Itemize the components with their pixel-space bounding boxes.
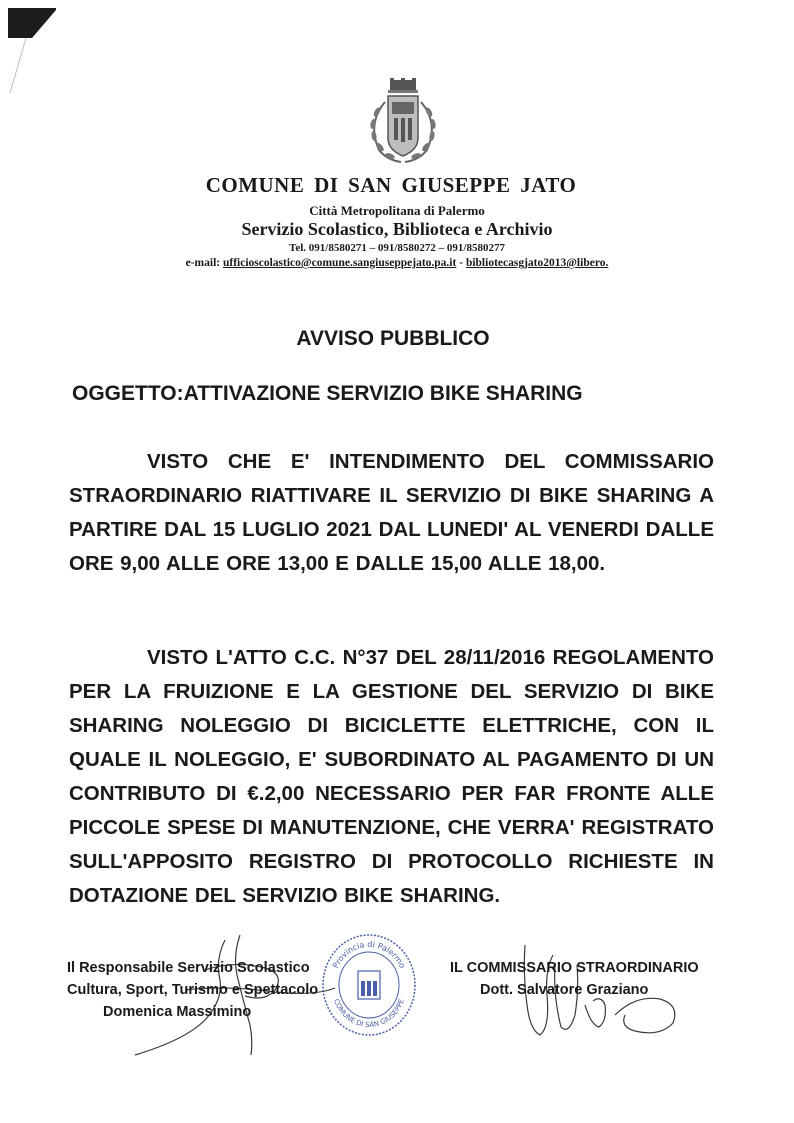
signature-right-role: IL COMMISSARIO STRAORDINARIO [450,960,699,976]
email-link-secondary[interactable]: bibliotecasgjato2013@libero. [465,257,609,269]
service-name: Servizio Scolastico, Biblioteca e Archivio [241,219,553,239]
notice-title: AVVISO PUBBLICO [296,327,490,350]
signature-block-right [450,957,750,1001]
email-separator: - [456,257,466,269]
notice-paragraph-2: VISTO L'ATTO C.C. N°37 DEL 28/11/2016 REGOLAMENTO PER LA FRUIZIONE E LA GESTIONE DEL SERVIZIO DI BIKE SHARING NOLEGGIO DI BICICLETTE ELETTRICHE, CON IL QUALE IL NOLEGGIO, E' SUBORDINATO AL PAGAMENTO DI UN CONTRIBUTO DI €.2,00 NECESSARIO PER FAR FRONTE ALLE PICCOLE SPESE DI MANUTENZIONE, CHE VERRA' REGISTRATO SULL'APPOSITO REGISTRO DI PROTOCOLLO RICHIESTE IN DOTAZIONE DEL SERVIZIO BIKE SHARING. [69,646,714,907]
signature-left-role: Il Responsabile Servizio Scolastico [67,960,310,976]
notice-subject: OGGETTO:ATTIVAZIONE SERVIZIO BIKE SHARING [72,382,583,405]
scan-edge-line [6,38,46,98]
signature-left-department: Cultura, Sport, Turismo e Spettacolo [67,982,319,998]
email-label: e-mail: [185,257,221,269]
municipality-subtitle: Città Metropolitana di Palermo [309,203,485,218]
scan-corner-mark [8,8,56,38]
municipal-crest-icon [357,78,449,168]
stamp-inner-text: COMUNE DI SAN GIUSEPPE [332,997,406,1030]
notice-paragraph-1: VISTO CHE E' INTENDIMENTO DEL COMMISSARIO STRAORDINARIO RIATTIVARE IL SERVIZIO DI BIKE SHARING A PARTIRE DAL 15 LUGLIO 2021 DAL LUNEDI' AL VENERDI DALLE ORE 9,00 ALLE ORE 13,00 E DALLE 15,00 ALLE 18,00. [69,450,714,575]
signature-right-name: Dott. Salvatore Graziano [480,982,649,998]
signature-block-left [67,957,367,1023]
email-link-primary[interactable]: ufficioscolastico@comune.sangiuseppejato.pa.it [222,257,457,269]
email-line [0,257,794,269]
signature-left-name: Domenica Massimino [103,1004,252,1020]
phone-numbers: Tel. 091/8580271 – 091/8580272 – 091/8580277 [289,242,505,254]
stamp-outer-text: Provincia di Palermo [331,939,407,970]
municipality-title: COMUNE DI SAN GIUSEPPE JATO [205,173,577,197]
